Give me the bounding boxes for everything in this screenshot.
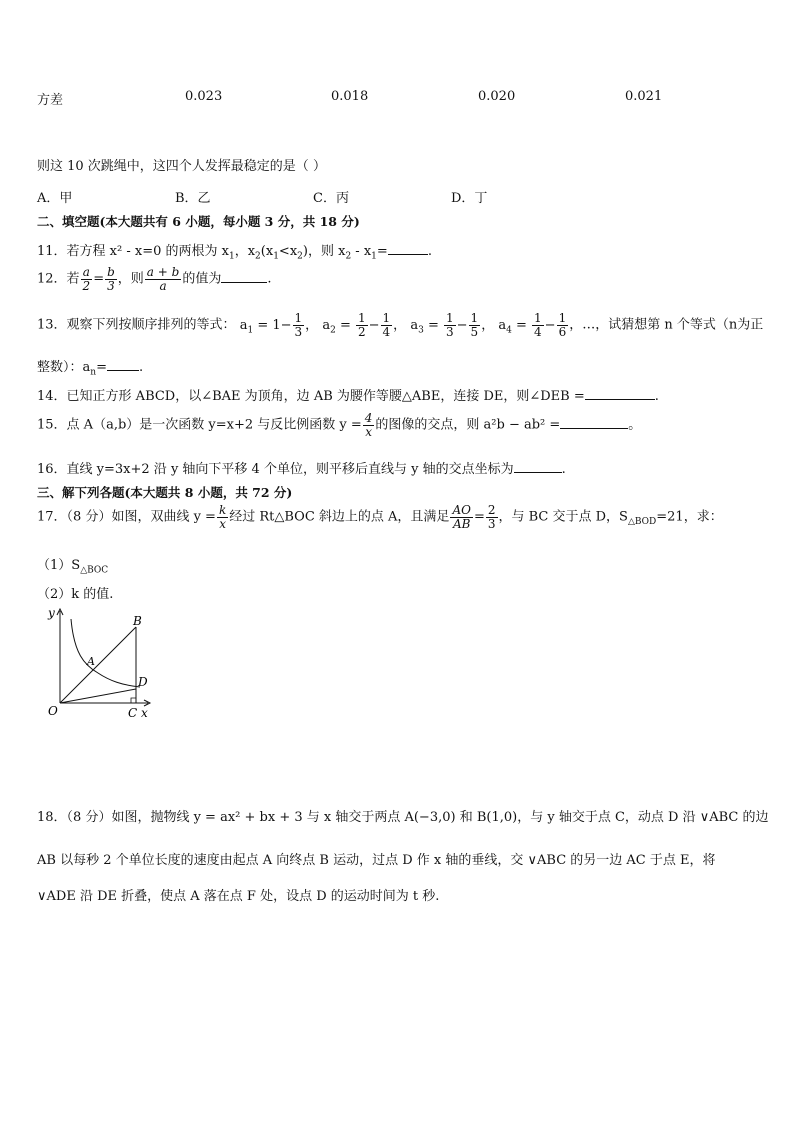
- variance-value-4: 0.021: [625, 89, 663, 104]
- q18-line2: AB 以每秒 2 个单位长度的速度由起点 A 向终点 B 运动，过点 D 作 x 轴的垂线，交 ∨ABC 的另一边 AC 于点 E，将: [37, 853, 716, 868]
- right-angle-mark: [131, 698, 136, 703]
- variance-value-1: 0.023: [185, 89, 223, 104]
- q16: 16．直线 y=3x+2 沿 y 轴向下平移 4 个单位，则平移后直线与 y 轴的交点坐标为 .: [37, 462, 566, 477]
- q17-part2: （2）k 的值.: [37, 587, 114, 602]
- q13-eq-3: $a_3$ = $\frac{1}{3}$ − $\frac{1}{5}$ ，: [410, 311, 495, 339]
- q10-options: [37, 187, 589, 206]
- label-O: O: [48, 704, 58, 718]
- q13-eq-1: $a_1 = 1-$ $\frac{1}{3}$ ，: [239, 311, 319, 339]
- section3-title: 三、解下列各题(本大题共 8 小题，共 72 分): [37, 485, 293, 500]
- q11: 11．若方程 x² - x=0 的两根为 $x_1$，$x_2(x_1<x_2)$，则 $x_2 - x_1=$ .: [37, 244, 432, 262]
- q15: 15．点 A（a,b）是一次函数 y=x+2 与反比例函数 y = $\frac{4}{x}$ 的图像的交点，则 a²b − ab² = 。: [37, 411, 642, 439]
- option-c: C．丙: [313, 191, 349, 206]
- label-A: A: [87, 655, 95, 668]
- option-d: D．丁: [451, 191, 488, 206]
- option-b: B．乙: [175, 191, 211, 206]
- q18-line1: 18．（8 分）如图，抛物线 y = ax² + bx + 3 与 x 轴交于两点 A(−3,0) 和 B(1,0)，与 y 轴交于点 C，动点 D 沿 ∨ABC 的边: [37, 810, 769, 825]
- section2-title: 二、填空题(本大题共有 6 小题，每小题 3 分，共 18 分): [37, 214, 360, 229]
- q17-part1: $(1)S_{\triangle BOC}$: [37, 558, 109, 576]
- variance-value-2: 0.018: [331, 89, 369, 104]
- q12: 12．若 $\frac{a}{2}$ = $\frac{b}{3}$ ，则 $\frac{a + b}{a}$ 的值为 .: [37, 265, 272, 293]
- q13-line1: 13．观察下列按顺序排列的等式： $a_1 = 1-$ $\frac{1}{3}$ ， $a_2$ = $\frac{1}{2}$ − $\frac{1}{4}$ ， $a_3$ = $\frac{1}{3}$ − $\frac{1}{5}$ ， $a_4$ = $\frac{1}{4}$ − $\frac{1}{6}$ ，…，试猜想第 n 个等式（n为正: [37, 311, 764, 339]
- variance-label: 方差: [37, 93, 64, 108]
- q11-blank: [388, 242, 428, 255]
- label-y: y: [48, 606, 55, 620]
- q12-blank: [221, 270, 267, 283]
- q15-blank: [560, 416, 628, 429]
- q13-blank: [107, 358, 139, 371]
- q14: 14．已知正方形 ABCD，以∠BAE 为顶角，边 AB 为腰作等腰△ABE，连接 DE，则∠DEB = .: [37, 389, 659, 404]
- q17-stem: 17．（8 分）如图，双曲线 y = $\frac{k}{x}$ 经过 Rt△BOC 斜边上的点 A，且满足 $\frac{AO}{AB}$ = $\frac{2}{3}$ ，与 BC 交于点 D，$S_{\triangle BOD}=21$，求：: [37, 503, 723, 531]
- q18-line3: ∨ADE 沿 DE 折叠，使点 A 落在点 F 处，设点 D 的运动时间为 t 秒.: [37, 889, 440, 904]
- hyperbola-curve: [71, 619, 140, 687]
- q13-eq-4: $a_4$ = $\frac{1}{4}$ − $\frac{1}{6}$: [498, 311, 567, 339]
- q14-blank: [585, 387, 655, 400]
- q16-blank: [514, 460, 562, 473]
- label-x: x: [141, 706, 148, 720]
- option-a: A．甲: [37, 191, 73, 206]
- label-B: B: [133, 614, 142, 628]
- variance-value-3: 0.020: [478, 89, 516, 104]
- q13-line2: 整数）：$a_n=$ .: [37, 360, 144, 378]
- q17-figure: [40, 603, 160, 723]
- label-D: D: [138, 675, 148, 689]
- q13-eq-2: $a_2$ = $\frac{1}{2}$ − $\frac{1}{4}$ ，: [322, 311, 407, 339]
- label-C: C: [128, 706, 138, 720]
- q10-stem: 则这 10 次跳绳中，这四个人发挥最稳定的是（ ）: [37, 159, 326, 174]
